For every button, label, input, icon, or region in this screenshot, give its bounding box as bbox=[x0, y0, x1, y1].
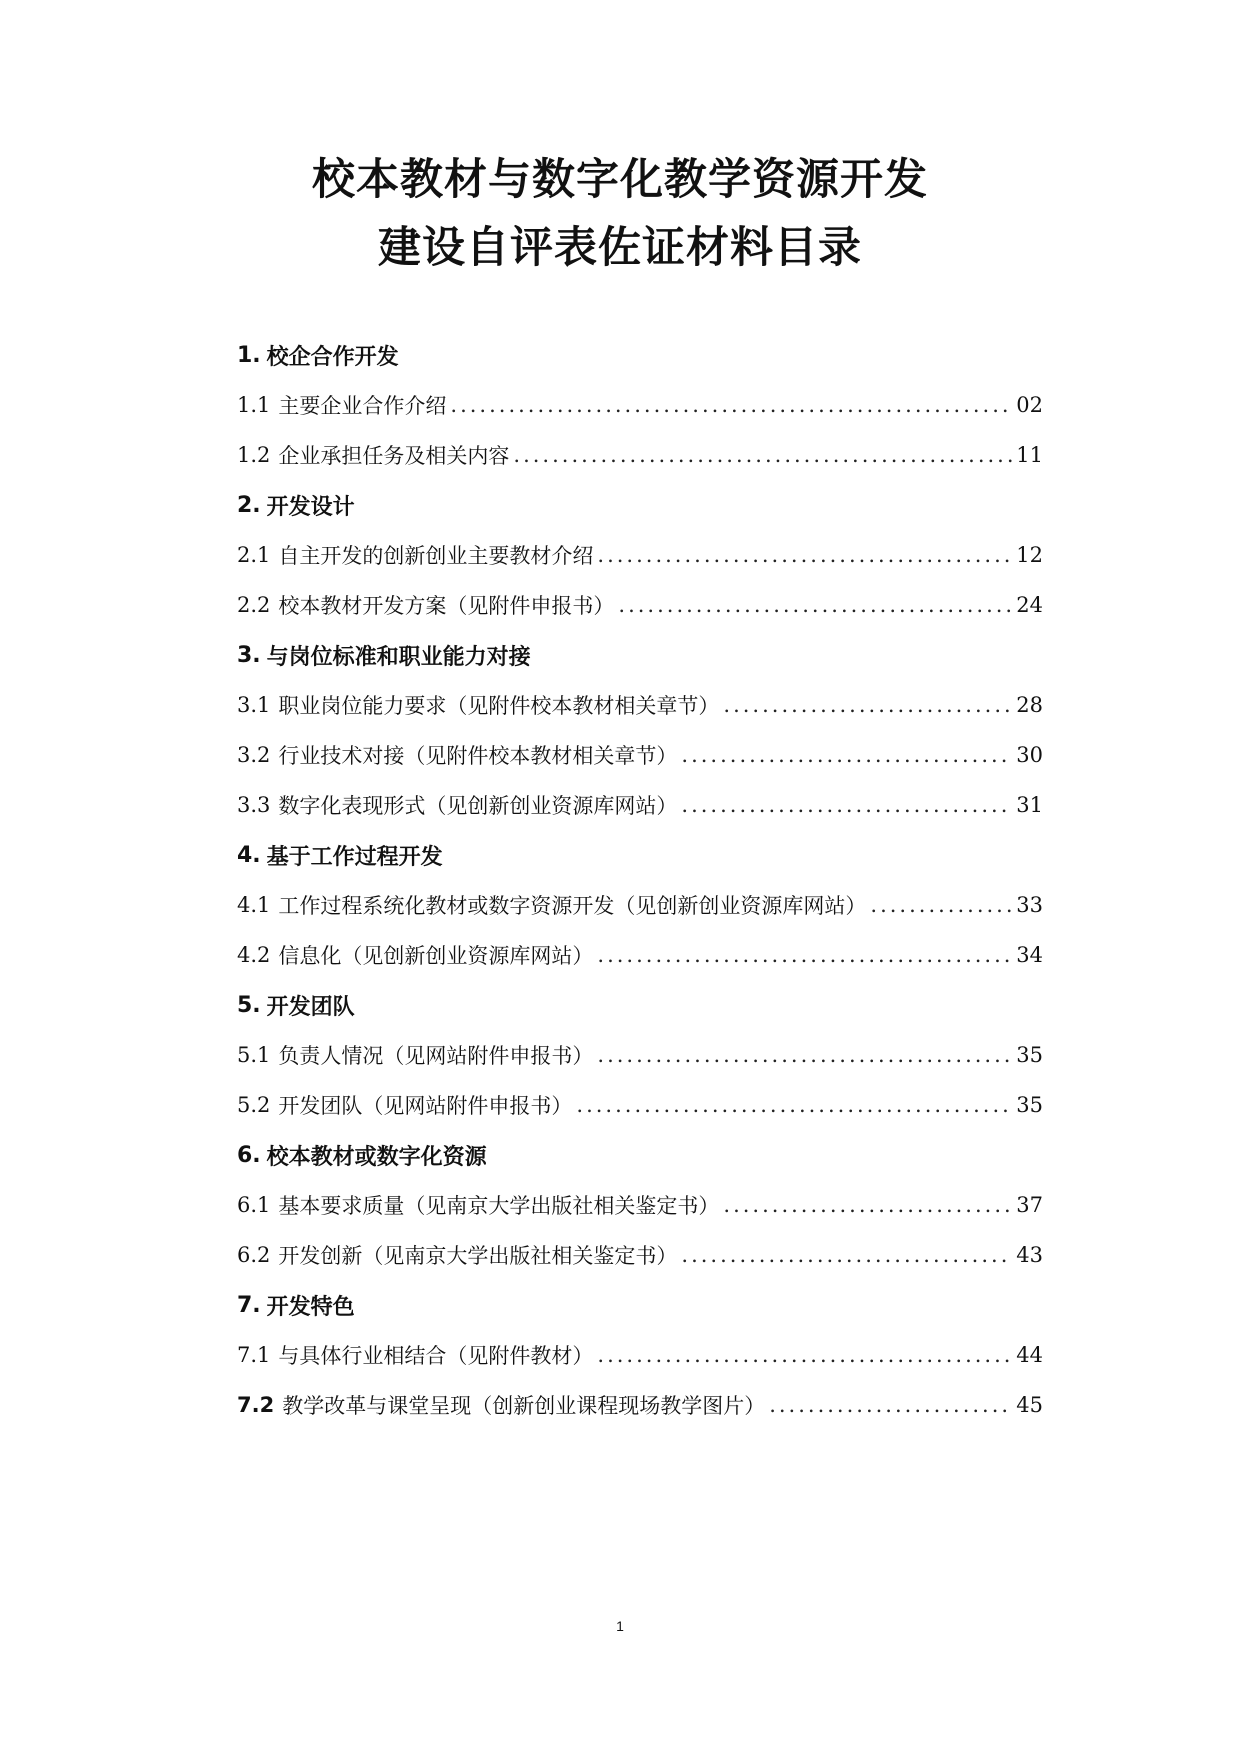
section-number: 3. bbox=[237, 642, 261, 668]
entry-code: 7.2 bbox=[237, 1393, 275, 1417]
entry-text: 基本要求质量（见南京大学出版社相关鉴定书） bbox=[278, 1194, 720, 1218]
toc-section-heading bbox=[237, 830, 1043, 880]
section-number: 1. bbox=[237, 342, 261, 368]
entry-text: 行业技术对接（见附件校本教材相关章节） bbox=[278, 744, 678, 768]
entry-text: 职业岗位能力要求（见附件校本教材相关章节） bbox=[278, 694, 720, 718]
entry-code: 2.1 bbox=[237, 543, 271, 567]
entry-page: 37 bbox=[1016, 1193, 1043, 1217]
entry-text: 开发团队（见网站附件申报书） bbox=[278, 1094, 573, 1118]
entry-page: 11 bbox=[1016, 443, 1043, 467]
dot-leader bbox=[597, 543, 1012, 567]
entry-text: 主要企业合作介绍 bbox=[278, 394, 447, 418]
entry-page: 35 bbox=[1016, 1043, 1043, 1067]
entry-page: 30 bbox=[1016, 743, 1043, 767]
entry-code: 5.1 bbox=[237, 1043, 271, 1067]
entry-code: 6.1 bbox=[237, 1193, 271, 1217]
section-number: 6. bbox=[237, 1142, 261, 1168]
toc-section-heading bbox=[237, 630, 1043, 680]
entry-text: 信息化（见创新创业资源库网站） bbox=[278, 944, 594, 968]
toc-section-heading bbox=[237, 480, 1043, 530]
toc-entry[interactable] bbox=[237, 730, 1043, 780]
entry-code: 3.1 bbox=[237, 693, 271, 717]
toc-section-heading bbox=[237, 1130, 1043, 1180]
entry-text: 与具体行业相结合（见附件教材） bbox=[278, 1344, 594, 1368]
toc-entry[interactable] bbox=[237, 1330, 1043, 1380]
section-number: 7. bbox=[237, 1292, 261, 1318]
section-title: 基于工作过程开发 bbox=[266, 844, 443, 870]
section-number: 5. bbox=[237, 992, 261, 1018]
dot-leader bbox=[450, 393, 1012, 417]
dot-leader bbox=[576, 1093, 1012, 1117]
toc-entry[interactable] bbox=[237, 430, 1043, 480]
toc-entry[interactable] bbox=[237, 780, 1043, 830]
section-title: 校企合作开发 bbox=[266, 344, 399, 370]
toc-entry[interactable] bbox=[237, 530, 1043, 580]
toc-entry[interactable] bbox=[237, 380, 1043, 430]
toc-entry[interactable] bbox=[237, 930, 1043, 980]
dot-leader bbox=[597, 1043, 1012, 1067]
entry-text: 数字化表现形式（见创新创业资源库网站） bbox=[278, 794, 678, 818]
toc-entry[interactable] bbox=[237, 880, 1043, 930]
document-title-line-1: 校本教材与数字化教学资源开发 bbox=[312, 155, 928, 205]
entry-page: 34 bbox=[1016, 943, 1043, 967]
toc-entry[interactable] bbox=[237, 1230, 1043, 1280]
section-title: 开发特色 bbox=[266, 1294, 355, 1320]
toc-entry[interactable] bbox=[237, 1380, 1043, 1430]
dot-leader bbox=[597, 943, 1012, 967]
entry-code: 1.1 bbox=[237, 393, 271, 417]
entry-text: 校本教材开发方案（见附件申报书） bbox=[278, 594, 615, 618]
dot-leader bbox=[681, 1243, 1012, 1267]
toc-entry[interactable] bbox=[237, 1180, 1043, 1230]
dot-leader bbox=[513, 443, 1012, 467]
entry-code: 1.2 bbox=[237, 443, 271, 467]
dot-leader bbox=[681, 743, 1012, 767]
entry-page: 35 bbox=[1016, 1093, 1043, 1117]
entry-page: 33 bbox=[1016, 893, 1043, 917]
section-title: 校本教材或数字化资源 bbox=[266, 1144, 487, 1170]
entry-code: 7.1 bbox=[237, 1343, 271, 1367]
dot-leader bbox=[618, 593, 1012, 617]
entry-page: 02 bbox=[1016, 393, 1043, 417]
dot-leader bbox=[597, 1343, 1012, 1367]
toc-entry[interactable] bbox=[237, 580, 1043, 630]
toc-section-heading bbox=[237, 980, 1043, 1030]
dot-leader bbox=[723, 693, 1012, 717]
entry-page: 45 bbox=[1016, 1393, 1043, 1417]
toc-entry[interactable] bbox=[237, 680, 1043, 730]
dot-leader bbox=[870, 893, 1012, 917]
entry-code: 5.2 bbox=[237, 1093, 271, 1117]
entry-text: 开发创新（见南京大学出版社相关鉴定书） bbox=[278, 1244, 678, 1268]
dot-leader bbox=[681, 793, 1012, 817]
entry-text: 工作过程系统化教材或数字资源开发（见创新创业资源库网站） bbox=[278, 894, 867, 918]
section-number: 4. bbox=[237, 842, 261, 868]
entry-text: 负责人情况（见网站附件申报书） bbox=[278, 1044, 594, 1068]
toc-entry[interactable] bbox=[237, 1030, 1043, 1080]
entry-code: 6.2 bbox=[237, 1243, 271, 1267]
entry-page: 24 bbox=[1016, 593, 1043, 617]
toc-entry[interactable] bbox=[237, 1080, 1043, 1130]
table-of-contents bbox=[237, 330, 1043, 1430]
entry-code: 4.2 bbox=[237, 943, 271, 967]
entry-text: 自主开发的创新创业主要教材介绍 bbox=[278, 544, 594, 568]
section-title: 与岗位标准和职业能力对接 bbox=[266, 644, 531, 670]
entry-page: 31 bbox=[1016, 793, 1043, 817]
entry-page: 43 bbox=[1016, 1243, 1043, 1267]
entry-page: 28 bbox=[1016, 693, 1043, 717]
toc-section-heading bbox=[237, 330, 1043, 380]
section-number: 2. bbox=[237, 492, 261, 518]
dot-leader bbox=[723, 1193, 1012, 1217]
entry-text: 企业承担任务及相关内容 bbox=[278, 444, 510, 468]
entry-code: 3.2 bbox=[237, 743, 271, 767]
section-title: 开发团队 bbox=[266, 994, 355, 1020]
entry-code: 4.1 bbox=[237, 893, 271, 917]
dot-leader bbox=[769, 1393, 1012, 1417]
entry-text: 教学改革与课堂呈现（创新创业课程现场教学图片） bbox=[282, 1394, 766, 1418]
toc-section-heading bbox=[237, 1280, 1043, 1330]
page-number: 1 bbox=[616, 1618, 624, 1634]
document-title-line-2: 建设自评表佐证材料目录 bbox=[378, 223, 862, 273]
entry-page: 44 bbox=[1016, 1343, 1043, 1367]
section-title: 开发设计 bbox=[266, 494, 355, 520]
entry-code: 2.2 bbox=[237, 593, 271, 617]
entry-code: 3.3 bbox=[237, 793, 271, 817]
entry-page: 12 bbox=[1016, 543, 1043, 567]
